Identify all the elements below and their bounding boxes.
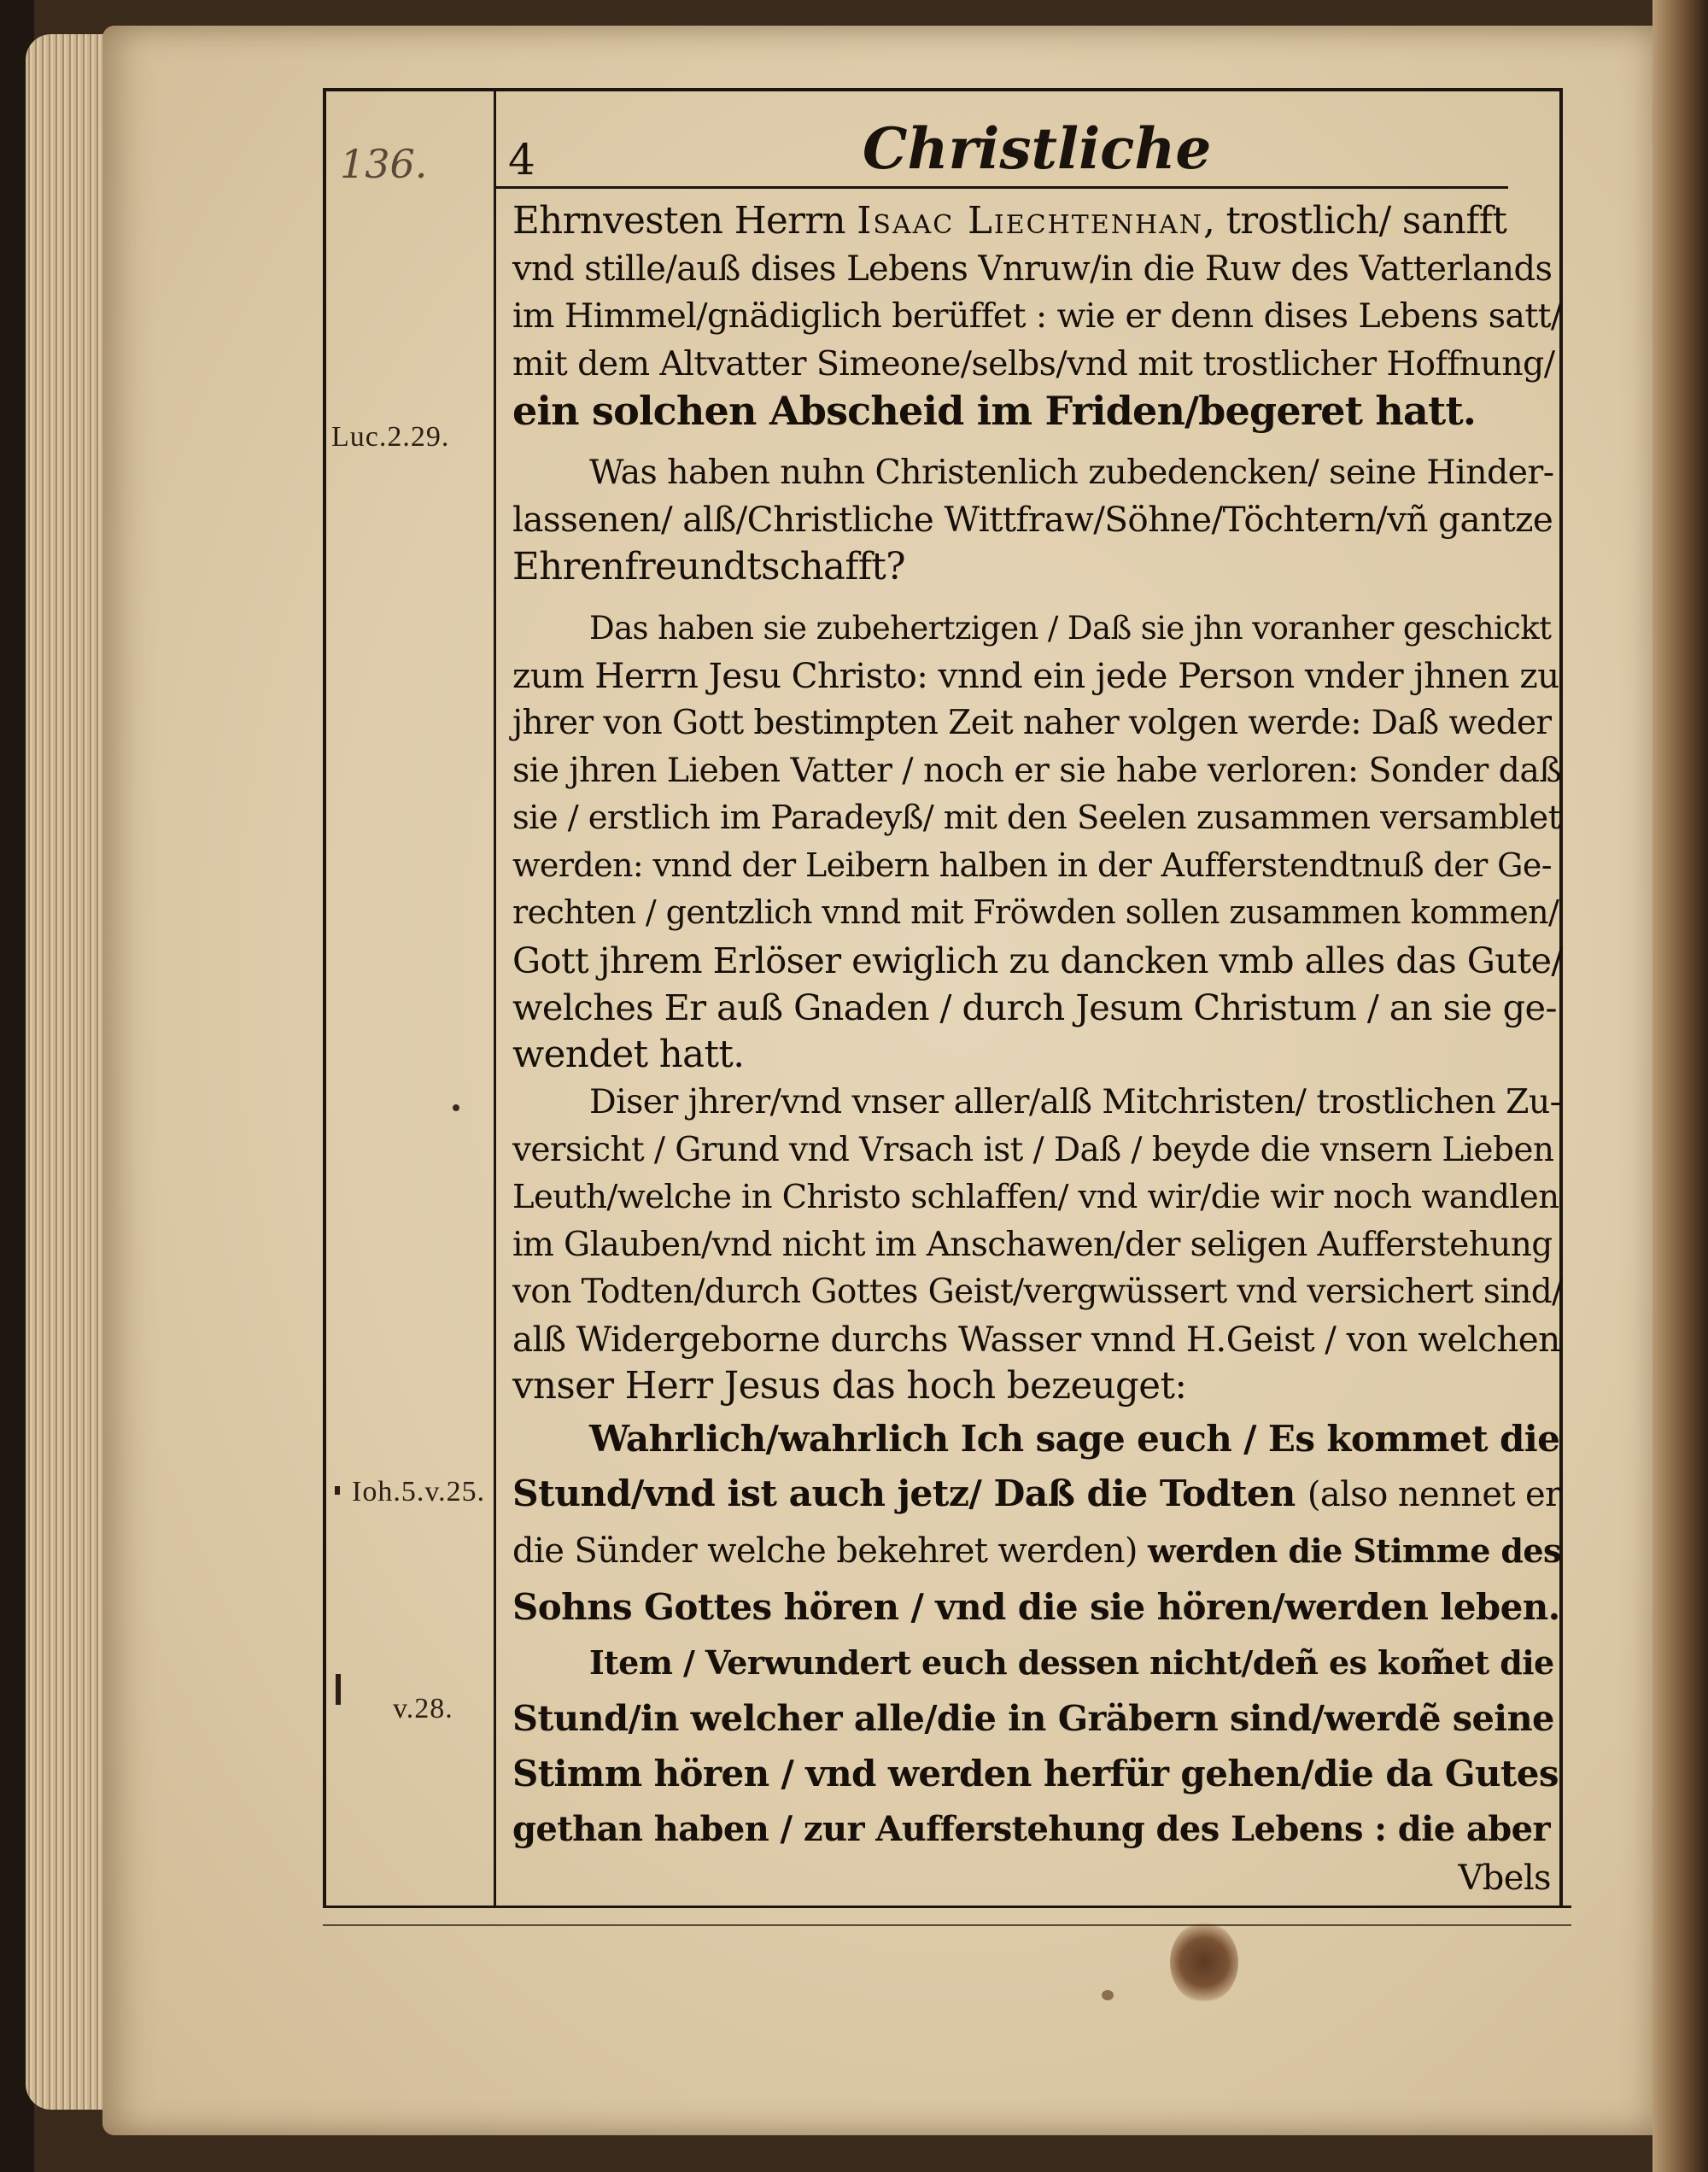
text-line: versicht / Grund vnd Vrsach ist / Daß / beyde die vnsern Lieben	[512, 1130, 1554, 1169]
text-line: sie jhren Lieben Vatter / noch er sie habe verloren: Sonder daß	[512, 750, 1562, 790]
page-number: 4	[508, 135, 535, 184]
main-text	[512, 198, 1563, 1898]
text-line: rechten / gentzlich vnnd mit Fröwden sollen zusammen kommen/	[512, 893, 1559, 931]
text-line: Ehrenfreundtschafft?	[512, 545, 905, 588]
frame-bottom-rule	[323, 1906, 1571, 1908]
text-line: von Todten/durch Gottes Geist/vergwüssert vnd versichert sind/	[512, 1273, 1563, 1311]
scripture-quote: Stimm hören / vnd werden herfür gehen/die da Gutes	[512, 1752, 1559, 1794]
scripture-quote: Wahrlich/wahrlich Ich sage euch / Es kommet die	[589, 1417, 1560, 1460]
margin-note-luke: Luc.2.29.	[331, 421, 450, 453]
scripture-quote: Stund/in welcher alle/die in Gräbern sind/werdẽ seine	[512, 1696, 1554, 1739]
text-line: lassenen/ alß/Christliche Wittfraw/Söhne/Töchtern/vñ gantze	[512, 499, 1553, 540]
scripture-quote: Item / Verwundert euch dessen nicht/deñ es kom̃et die	[589, 1642, 1554, 1682]
text-line: welches Er auß Gnaden / durch Jesum Christum / an sie ge-	[512, 986, 1557, 1028]
ink-speck	[1102, 1990, 1114, 2000]
header-rule	[496, 186, 1508, 189]
margin-dot	[453, 1104, 459, 1111]
text-line: Gott jhrem Erlöser ewiglich zu dancken vmb alles das Gute/	[512, 939, 1563, 981]
text-line: mit dem Altvatter Simeone/selbs/vnd mit trostlicher Hoffnung/	[512, 343, 1555, 383]
text-line: wendet hatt.	[512, 1033, 745, 1076]
paragraph-start: Das haben sie zubehertzigen / Daß sie jhn voranher geschickt	[589, 610, 1552, 647]
scripture-quote: die Sünder welche bekehret werden) werden die Stimme des	[512, 1531, 1561, 1571]
text-line: im Himmel/gnädiglich berüffet : wie er denn dises Lebens satt/	[512, 296, 1562, 336]
gutter-right-edge	[1652, 0, 1708, 2172]
ink-stain	[1170, 1922, 1238, 2003]
paragraph-start: Diser jhrer/vnd vnser aller/alß Mitchristen/ trostlichen Zu-	[589, 1082, 1561, 1121]
margin-note-john: Ioh.5.v.25.	[352, 1476, 486, 1508]
text-line: vnd stille/auß dises Lebens Vnruw/in die Ruw des Vatterlands	[512, 249, 1553, 289]
scripture-quote: Stund/vnd ist auch jetz/ Daß die Todten (also nennet er	[512, 1472, 1561, 1515]
scripture-quote: Sohns Gottes hören / vnd die sie hören/werden leben.	[512, 1585, 1560, 1628]
scripture-quote: gethan haben / zur Aufferstehung des Lebens : die aber	[512, 1808, 1550, 1849]
catchword: Vbels	[1458, 1858, 1551, 1898]
text-line: jhrer von Gott bestimpten Zeit naher volgen werde: Daß weder	[512, 704, 1552, 742]
running-head: Christliche	[863, 115, 1212, 182]
paragraph-start: Was haben nuhn Christenlich zubedencken/ seine Hinder-	[589, 452, 1554, 492]
text-line: im Glauben/vnd nicht im Anschawen/der seligen Aufferstehung	[512, 1225, 1553, 1264]
margin-mark	[336, 1674, 341, 1705]
handwritten-folio: 136.	[340, 141, 428, 187]
text-line: ein solchen Abscheid im Friden/begeret hatt.	[512, 388, 1477, 434]
frame-left-rule	[323, 88, 326, 1906]
margin-mark	[335, 1486, 340, 1495]
margin-column-divider	[494, 88, 496, 1906]
text-line: vnser Herr Jesus das hoch bezeuget:	[512, 1365, 1187, 1408]
text-line: werden: vnnd der Leibern halben in der Aufferstendtnuß der Ge-	[512, 846, 1553, 884]
text-line: Leuth/welche in Christo schlaffen/ vnd wir/die wir noch wandlen	[512, 1178, 1559, 1216]
text-line: sie / erstlich im Paradeyß/ mit den Seelen zusammen versamblet	[512, 799, 1561, 837]
text-line: Ehrnvesten Herrn Isaac Liechtenhan, trostlich/ sanfft	[512, 200, 1507, 243]
text-line: alß Widergeborne durchs Wasser vnnd H.Geist / von welchen	[512, 1318, 1560, 1360]
lower-rule	[323, 1924, 1571, 1926]
frame-top-rule	[323, 88, 1563, 91]
margin-note-verse: v.28.	[393, 1693, 453, 1724]
text-line: zum Herrn Jesu Christo: vnnd ein jede Person vnder jhnen zu	[512, 654, 1559, 696]
